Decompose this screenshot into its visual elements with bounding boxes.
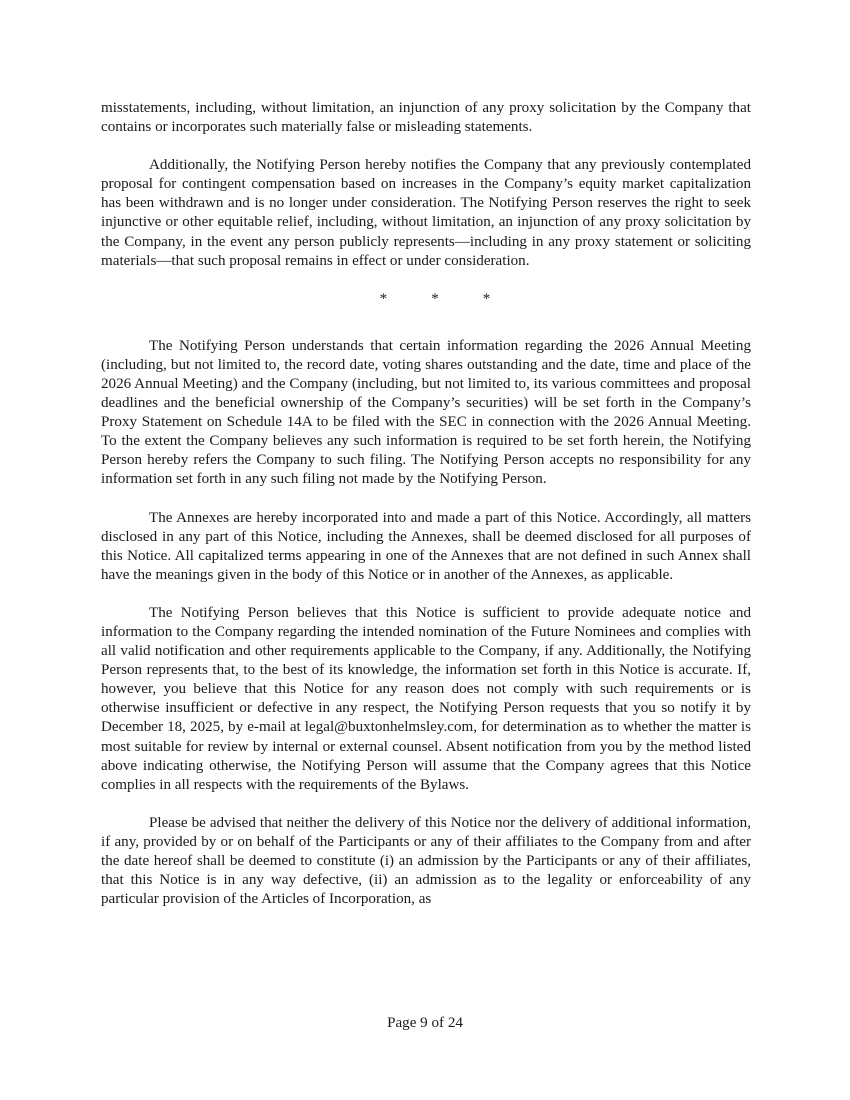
- section-separator: [101, 290, 751, 309]
- paragraph-no-admission: Please be advised that neither the delivery of this Notice nor the delivery of additional information, if any, provided by or on behalf of the Participants or any of their affiliates to the Company from and after the date hereof shall be deemed to constitute (i) an admission by the Participants or any of their affiliates, that this Notice is in any way defective, (ii) an admission as to the legality or enforceability of any particular provision of the Articles of Incorporation, as: [101, 814, 751, 908]
- separator-asterisk: *: [482, 290, 491, 307]
- paragraph-continuation: misstatements, including, without limitation, an injunction of any proxy solicitation by the Company that contains or incorporates such materially false or misleading statements.: [101, 100, 751, 136]
- paragraph-withdrawn-proposal: Additionally, the Notifying Person hereby notifies the Company that any previously contemplated proposal for contingent compensation based on increases in the Company’s equity market capitalization has been withdrawn and is no longer under consideration. The Notifying Person reserves the right to seek injunctive or other equitable relief, including, without limitation, an injunction of any proxy solicitation by the Company, in the event any person publicly represents—including in any proxy statement or soliciting materials—that such proposal remains in effect or under consideration.: [101, 157, 751, 269]
- paragraph-proxy-statement: The Notifying Person understands that certain information regarding the 2026 Annual Meeting (including, but not limited to, the record date, voting shares outstanding and the date, time and place of the 2026 Annual Meeting) and the Company (including, but not limited to, its various committees and proposal deadlines and the beneficial ownership of the Company’s securities) will be set forth in the Company’s Proxy Statement on Schedule 14A to be filed with the SEC in connection with the 2026 Annual Meeting. To the extent the Company believes any such information is required to be set forth herein, the Notifying Person hereby refers the Company to such filing. The Notifying Person accepts no responsibility for any information set forth in any such filing not made by the Notifying Person.: [101, 337, 751, 488]
- separator-asterisk: *: [379, 290, 388, 307]
- document-page: [101, 99, 751, 928]
- paragraph-sufficiency: The Notifying Person believes that this Notice is sufficient to provide adequate notice and information to the Company regarding the intended nomination of the Future Nominees and complies with all valid notification and other requirements applicable to the Company, if any. Additionally, the Notifying Person represents that, to the best of its knowledge, the information set forth in this Notice is accurate. If, however, you believe that this Notice for any reason does not comply with such requirements or is otherwise insufficient or defective in any respect, the Notifying Person requests that you so notify it by December 18, 2025, by e-mail at legal@buxtonhelmsley.com, for determination as to whether the matter is most suitable for review by internal or external counsel. Absent notification from you by the method listed above indicating otherwise, the Notifying Person will assume that the Company agrees that this Notice complies in all respects with the requirements of the Bylaws.: [101, 604, 751, 793]
- separator-asterisk: *: [431, 290, 439, 307]
- page-number: Page 9 of 24: [387, 1015, 463, 1031]
- paragraph-annexes: The Annexes are hereby incorporated into and made a part of this Notice. Accordingly, all matters disclosed in any part of this Notice, including the Annexes, shall be deemed disclosed for all purposes of this Notice. All capitalized terms appearing in one of the Annexes that are not defined in such Annex shall have the meanings given in the body of this Notice or in another of the Annexes, as applicable.: [101, 509, 751, 583]
